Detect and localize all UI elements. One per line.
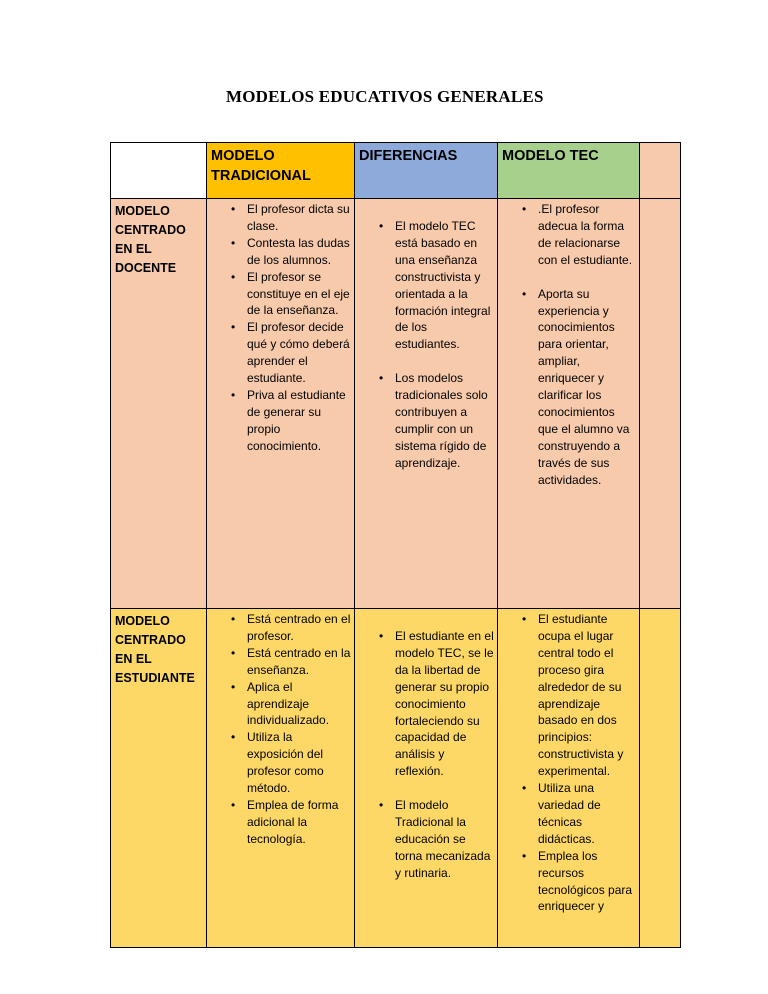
row-label-estudiante: MODELO CENTRADO EN EL ESTUDIANTE — [111, 609, 207, 948]
list-item: • Aporta su experiencia y conocimientos para orientar, ampliar, enriquecer y clarificar los conocimientos que el alumno va construyendo a través de sus actividades. — [498, 286, 637, 489]
header-tradicional: MODELO TRADICIONAL — [207, 143, 355, 199]
list-item: • Emplea los recursos tecnológicos para enriquecer y — [498, 848, 637, 916]
header-row — [111, 143, 681, 199]
comparison-table — [110, 142, 681, 948]
list-item: • Priva al estudiante de generar su propio conocimiento. — [207, 387, 352, 455]
cell-docente-tradicional — [207, 199, 355, 609]
list-item: • Utiliza una variedad de técnicas didácticas. — [498, 780, 637, 848]
list-item: • Está centrado en el profesor. — [207, 611, 352, 645]
header-corner-cell — [111, 143, 207, 199]
cell-estudiante-diferencias — [355, 609, 498, 948]
list-item: • El estudiante en el modelo TEC, se le da la libertad de generar su propio conocimiento fortaleciendo su capacidad de análisis y reflexión. — [355, 628, 495, 780]
list-item: • Utiliza la exposición del profesor como método. — [207, 729, 352, 797]
row-label-docente: MODELO CENTRADO EN EL DOCENTE — [111, 199, 207, 609]
list-item: • Emplea de forma adicional la tecnología. — [207, 797, 352, 848]
list-item: • El profesor decide qué y cómo deberá aprender el estudiante. — [207, 319, 352, 387]
cell-estudiante-tec — [498, 609, 640, 948]
list-item: • Aplica el aprendizaje individualizado. — [207, 679, 352, 730]
cell-docente-extra — [640, 199, 681, 609]
list-item: • El profesor dicta su clase. — [207, 201, 352, 235]
header-diferencias: DIFERENCIAS — [355, 143, 498, 199]
row-centrado-estudiante — [111, 609, 681, 948]
document-title: MODELOS EDUCATIVOS GENERALES — [226, 87, 544, 106]
list-item: • El modelo Tradicional la educación se torna mecanizada y rutinaria. — [355, 797, 495, 882]
header-extra-cell — [640, 143, 681, 199]
cell-estudiante-extra — [640, 609, 681, 948]
row-centrado-docente — [111, 199, 681, 609]
cell-docente-tec — [498, 199, 640, 609]
cell-docente-diferencias — [355, 199, 498, 609]
list-item: • Los modelos tradicionales solo contribuyen a cumplir con un sistema rígido de aprendizaje. — [355, 370, 495, 471]
list-item: • El modelo TEC está basado en una enseñanza constructivista y orientada a la formación integral de los estudiantes. — [355, 218, 495, 353]
list-item: • El estudiante ocupa el lugar central todo el proceso gira alrededor de su aprendizaje basado en dos principios: constructivista y experimental. — [498, 611, 637, 780]
list-item: • .El profesor adecua la forma de relacionarse con el estudiante. — [498, 201, 637, 269]
list-item: • Contesta las dudas de los alumnos. — [207, 235, 352, 269]
cell-estudiante-tradicional — [207, 609, 355, 948]
header-tec: MODELO TEC — [498, 143, 640, 199]
list-item: • El profesor se constituye en el eje de la enseñanza. — [207, 269, 352, 320]
list-item: • Está centrado en la enseñanza. — [207, 645, 352, 679]
